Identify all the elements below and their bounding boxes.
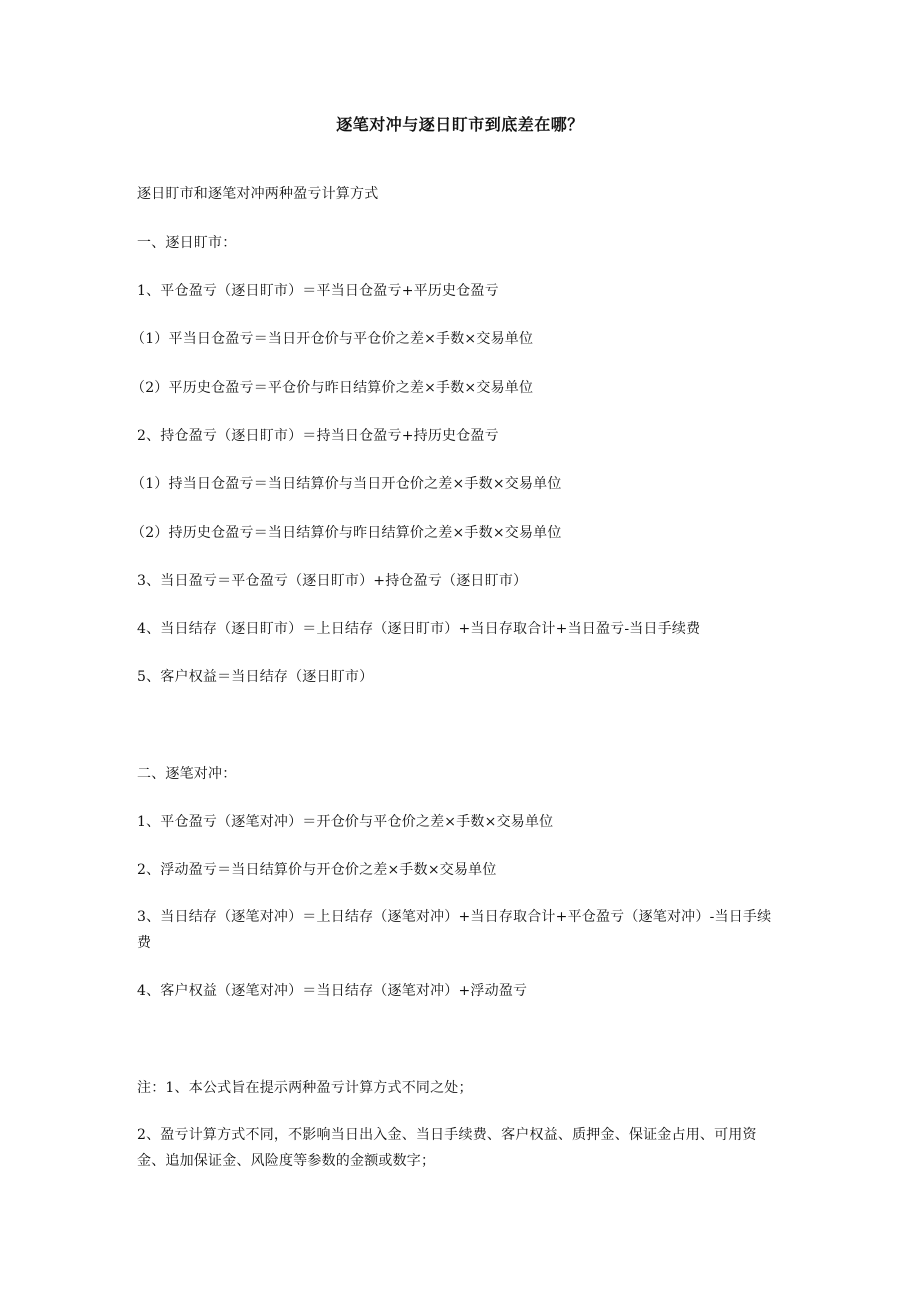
section1-item-1-sub-2: （2）平历史仓盈亏＝平仓价与昨日结算价之差×手数×交易单位 bbox=[131, 380, 534, 396]
section2-item-4: 4、客户权益（逐笔对冲）＝当日结存（逐笔对冲）+浮动盈亏 bbox=[137, 983, 528, 999]
section1-heading: 一、逐日盯市： bbox=[137, 235, 237, 251]
section1-item-2-sub-1: （1）持当日仓盈亏＝当日结算价与当日开仓价之差×手数×交易单位 bbox=[131, 476, 562, 492]
note-1: 注：1、本公式旨在提示两种盈亏计算方式不同之处； bbox=[137, 1080, 473, 1096]
section2-heading: 二、逐笔对冲： bbox=[137, 766, 237, 782]
document-title: 逐笔对冲与逐日盯市到底差在哪？ bbox=[336, 115, 584, 134]
section1-item-2-sub-2: （2）持历史仓盈亏＝当日结算价与昨日结算价之差×手数×交易单位 bbox=[131, 525, 562, 541]
note-2: 2、盈亏计算方式不同，不影响当日出入金、当日手续费、客户权益、质押金、保证金占用、可用资金、追加保证金、风险度等参数的金额或数字； bbox=[137, 1127, 757, 1169]
section1-item-5: 5、客户权益＝当日结存（逐日盯市） bbox=[137, 669, 374, 685]
section2-item-2: 2、浮动盈亏＝当日结算价与开仓价之差×手数×交易单位 bbox=[137, 862, 497, 878]
section1-item-1: 1、平仓盈亏（逐日盯市）＝平当日仓盈亏+平历史仓盈亏 bbox=[137, 283, 499, 299]
section1-item-3: 3、当日盈亏＝平仓盈亏（逐日盯市）+持仓盈亏（逐日盯市） bbox=[137, 573, 528, 589]
section2-item-1: 1、平仓盈亏（逐笔对冲）＝开仓价与平仓价之差×手数×交易单位 bbox=[137, 814, 554, 830]
intro-line: 逐日盯市和逐笔对冲两种盈亏计算方式 bbox=[137, 186, 379, 202]
section1-item-4: 4、当日结存（逐日盯市）＝上日结存（逐日盯市）+当日存取合计+当日盈亏-当日手续费 bbox=[137, 621, 701, 637]
section1-item-1-sub-1: （1）平当日仓盈亏＝当日开仓价与平仓价之差×手数×交易单位 bbox=[131, 331, 534, 347]
section2-item-3: 3、当日结存（逐笔对冲）＝上日结存（逐笔对冲）+当日存取合计+平仓盈亏（逐笔对冲）-当日手续费 bbox=[137, 909, 772, 951]
section1-item-2: 2、持仓盈亏（逐日盯市）＝持当日仓盈亏+持历史仓盈亏 bbox=[137, 428, 499, 444]
